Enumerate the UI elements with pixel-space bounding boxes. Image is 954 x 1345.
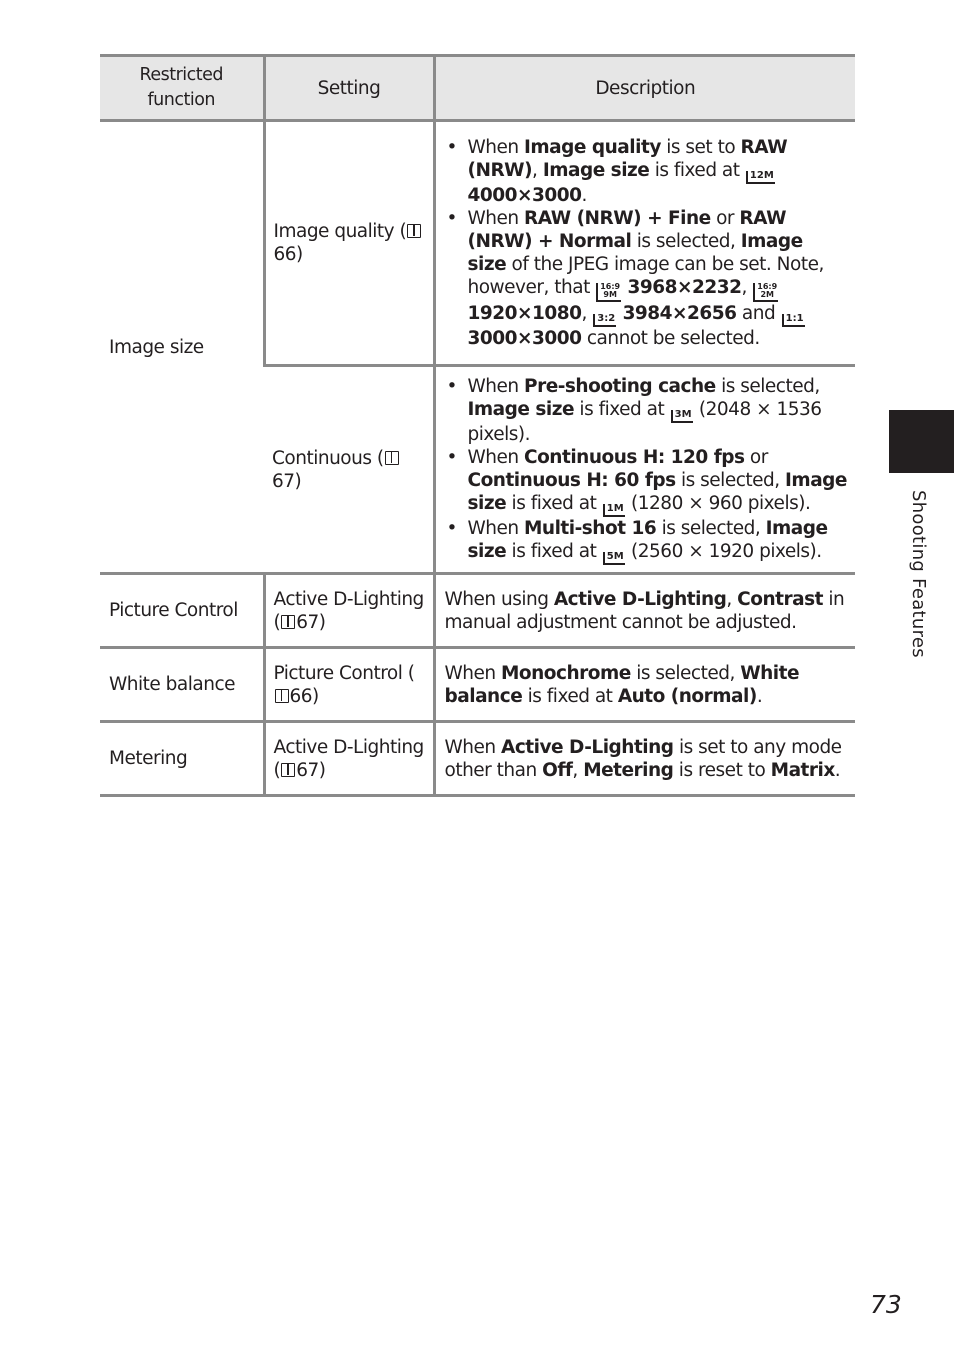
function-white-balance: White balance <box>100 648 264 722</box>
book-reference-icon <box>385 451 399 465</box>
description-image-quality <box>434 121 855 366</box>
description-white-balance: When Monochrome is selected, White balance is fixed at Auto (normal). <box>434 648 855 722</box>
header-description: Description <box>434 56 855 121</box>
header-setting: Setting <box>264 56 434 121</box>
list-item: • When RAW (NRW) + Fine or RAW (NRW) + Normal is selected, Image size of the JPEG image can be set. Note, however, that 16:9 9M 3968×2232, 16:9 2M 1920×1080, 3:2 3984×2656 and 1:1 3000×3000 cannot be selected. <box>445 207 848 350</box>
image-size-1-1-icon: 1:1 <box>782 314 805 327</box>
setting-continuous <box>264 366 434 574</box>
table-row <box>100 648 855 722</box>
setting-label: Image quality ( <box>273 221 407 242</box>
table-row <box>100 121 855 366</box>
page-ref: 67) <box>296 759 326 781</box>
image-size-16-9-9m-icon: 16:9 9M <box>596 283 621 302</box>
image-size-3m-icon: 3M <box>671 410 693 423</box>
setting-picture-control <box>264 648 434 722</box>
table-row <box>100 574 855 648</box>
list-item: • When Continuous H: 120 fps or Continuous H: 60 fps is selected, Image size is fixed at 1M (1280 × 960 pixels). <box>445 446 848 517</box>
page-number: 73 <box>870 1290 902 1319</box>
list-item: • When Multi-shot 16 is selected, Image size is fixed at 5M (2560 × 1920 pixels). <box>445 517 848 565</box>
book-reference-icon <box>281 763 295 777</box>
section-side-label: Shooting Features <box>908 490 929 658</box>
book-reference-icon <box>281 615 295 629</box>
list-item: • When Image quality is set to RAW (NRW), Image size is fixed at 12M 4000×3000. <box>445 136 848 207</box>
description-continuous <box>434 366 855 574</box>
image-size-5m-icon: 5M <box>603 552 625 565</box>
setting-label: Continuous ( <box>272 447 384 469</box>
book-reference-icon <box>407 224 421 238</box>
image-size-1m-icon: 1M <box>603 504 625 517</box>
image-size-3-2-icon: 3:2 <box>593 314 616 327</box>
setting-label: Picture Control ( <box>273 662 415 684</box>
setting-active-d-lighting <box>264 574 434 648</box>
setting-label: Active D-Lighting ( <box>273 736 424 781</box>
setting-active-d-lighting <box>264 722 434 796</box>
image-size-16-9-2m-icon: 16:9 2M <box>753 283 778 302</box>
description-metering: When Active D-Lighting is set to any mode other than Off, Metering is reset to Matrix. <box>434 722 855 796</box>
list-item: • When Pre-shooting cache is selected, Image size is fixed at 3M (2048 × 1536 pixels). <box>445 375 848 446</box>
function-metering: Metering <box>100 722 264 796</box>
page-ref: 66) <box>273 244 303 265</box>
restriction-table <box>100 54 855 797</box>
page-ref: 66) <box>289 685 319 707</box>
page-ref: 67) <box>272 470 302 492</box>
description-picture-control: When using Active D-Lighting, Contrast in manual adjustment cannot be adjusted. <box>434 574 855 648</box>
function-picture-control: Picture Control <box>100 574 264 648</box>
table-row <box>100 722 855 796</box>
setting-image-quality <box>264 121 434 366</box>
image-size-12m-icon: 12M <box>746 171 775 184</box>
function-image-size: Image size <box>100 121 264 574</box>
table-header-row <box>100 56 855 121</box>
book-reference-icon <box>275 689 289 703</box>
page-ref: 67) <box>296 611 326 633</box>
header-restricted-function: Restricted function <box>100 56 264 121</box>
setting-label: Active D-Lighting ( <box>273 588 424 633</box>
section-tab-marker <box>889 410 954 473</box>
